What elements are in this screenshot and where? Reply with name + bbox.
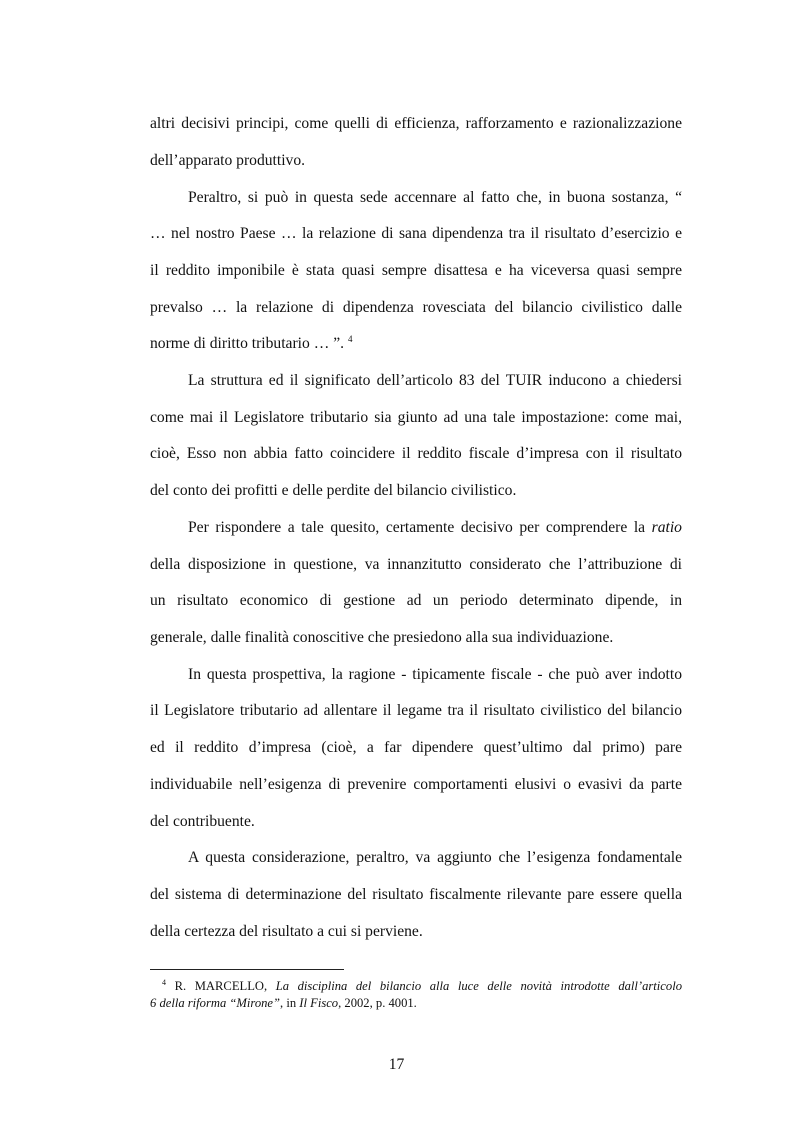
body-line: La struttura ed il significato dell’articolo 83 del TUIR inducono a chiedersi: [188, 372, 682, 389]
footnote-citation: , 2002, p. 4001.: [338, 996, 417, 1010]
body-line: A questa considerazione, peraltro, va aggiunto che l’esigenza fondamentale: [188, 849, 682, 866]
body-line-text: Per rispondere a tale quesito, certamente decisivo per comprendere la: [188, 519, 646, 536]
footnote-line: [150, 995, 682, 1011]
footnote-separator: [150, 969, 344, 970]
body-line-with-footnote-ref: [150, 334, 682, 354]
body-line: un risultato economico di gestione ad un periodo determinato dipende, in: [150, 592, 682, 609]
body-line-text: norme di diritto tributario … ”.: [150, 335, 345, 352]
italic-term: ratio: [651, 519, 682, 536]
footnote-mid: , in: [280, 996, 297, 1010]
body-line: generale, dalle finalità conoscitive che presiedono alla sua individuazione.: [150, 629, 614, 646]
body-line: cioè, Esso non abbia fatto coincidere il reddito fiscale d’impresa con il risultato: [150, 445, 682, 462]
body-line: … nel nostro Paese … la relazione di sana dipendenza tra il risultato d’esercizio e: [150, 225, 682, 242]
body-line: della disposizione in questione, va innanzitutto considerato che l’attribuzione di: [150, 556, 682, 573]
body-line: In questa prospettiva, la ragione - tipicamente fiscale - che può aver indotto: [188, 666, 682, 683]
footnote-line: [162, 978, 682, 994]
footnote-author: R. MARCELLO,: [174, 979, 268, 993]
body-line: ed il reddito d’impresa (cioè, a far dipendere quest’ultimo dal primo) pare: [150, 739, 682, 756]
body-line: del contribuente.: [150, 813, 255, 830]
body-line: del sistema di determinazione del risultato fiscalmente rilevante pare essere quella: [150, 886, 682, 903]
footnote-title: La disciplina del bilancio alla luce delle novità introdotte dall’articolo: [275, 979, 682, 993]
body-line: del conto dei profitti e delle perdite del bilancio civilistico.: [150, 482, 517, 499]
body-line: prevalso … la relazione di dipendenza rovesciata del bilancio civilistico dalle: [150, 299, 682, 316]
body-line: della certezza del risultato a cui si perviene.: [150, 923, 423, 940]
body-line: individuabile nell’esigenza di prevenire comportamenti elusivi o evasivi da parte: [150, 776, 682, 793]
body-line-with-italic: [188, 518, 682, 538]
body-line: il reddito imponibile è stata quasi sempre disattesa e ha viceversa quasi sempre: [150, 262, 682, 279]
footnote-journal: Il Fisco: [299, 996, 339, 1010]
body-line: il Legislatore tributario ad allentare il legame tra il risultato civilistico del bilancio: [150, 702, 682, 719]
body-line: altri decisivi principi, come quelli di efficienza, rafforzamento e razionalizzazione: [150, 115, 682, 132]
footnote-reference[interactable]: 4: [347, 334, 353, 344]
body-line: dell’apparato produttivo.: [150, 152, 306, 169]
footnote-title-cont: 6 della riforma “Mirone”: [150, 996, 281, 1010]
page-number: 17: [388, 1056, 405, 1073]
body-line: come mai il Legislatore tributario sia giunto ad una tale impostazione: come mai,: [150, 409, 682, 426]
footnote-number: 4: [162, 978, 166, 987]
body-line: Peraltro, si può in questa sede accennare al fatto che, in buona sostanza, “: [188, 189, 682, 206]
